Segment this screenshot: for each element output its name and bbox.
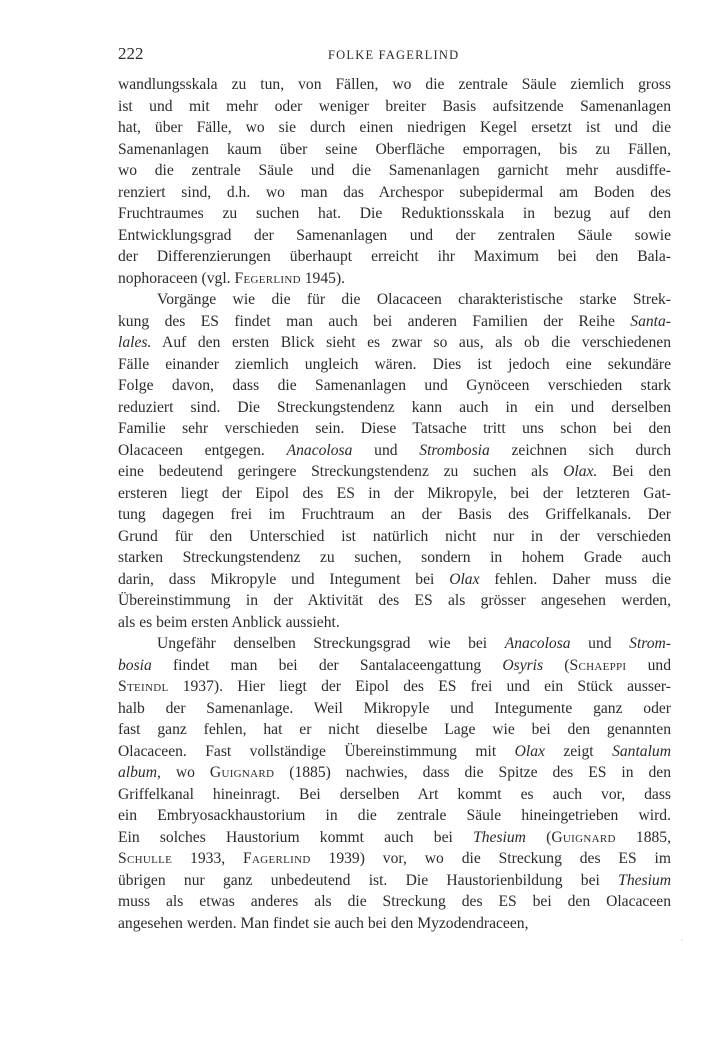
italic-text: album, bbox=[118, 764, 161, 781]
text-run: Vorgänge wie die für die Olacaceen charakteristische starke Strek- bbox=[157, 291, 671, 308]
text-run: nophoraceen (vgl. bbox=[118, 269, 235, 287]
text-line bbox=[118, 827, 671, 849]
text-run: angesehen werden. Man findet sie auch bei den Myzodendraceen, bbox=[118, 914, 529, 932]
text-line bbox=[118, 848, 671, 870]
text-run: und bbox=[570, 635, 630, 652]
page-header bbox=[118, 40, 671, 66]
text-run: ist und mit mehr oder weniger breiter Basis aufsitzende Samenanlagen bbox=[118, 97, 671, 115]
text-line bbox=[118, 698, 671, 720]
author-name: Fegerlind bbox=[234, 269, 301, 287]
text-line bbox=[118, 784, 671, 806]
text-run: 1885, bbox=[615, 828, 672, 846]
text-line bbox=[118, 74, 671, 96]
text-line bbox=[118, 569, 671, 591]
text-run: übrigen nur ganz unbedeutend ist. Die Haustorienbildung bei bbox=[118, 871, 619, 889]
italic-text: Santalum bbox=[612, 742, 671, 760]
text-line bbox=[118, 375, 671, 397]
text-run: 1933, bbox=[172, 850, 244, 867]
text-run: hat, über Fälle, wo sie durch einen niedrigen Kegel ersetzt ist und die bbox=[118, 119, 671, 136]
text-line bbox=[118, 418, 671, 440]
italic-text: Olax bbox=[514, 742, 545, 760]
text-run: als es beim ersten Anblick aussieht. bbox=[118, 613, 340, 631]
text-line bbox=[118, 483, 671, 505]
text-run: ( bbox=[543, 656, 570, 674]
text-run: Samenanlagen kaum über seine Oberfläche emporragen, bis zu Fällen, bbox=[118, 140, 671, 158]
text-run: fehlen. Daher muss die bbox=[479, 570, 671, 588]
italic-text: Strombosia bbox=[419, 441, 490, 459]
text-line bbox=[118, 913, 671, 935]
text-line bbox=[118, 719, 671, 741]
italic-text: Osyris bbox=[502, 656, 544, 674]
body-text bbox=[118, 74, 671, 934]
text-line bbox=[118, 805, 671, 827]
text-line bbox=[118, 504, 671, 526]
text-run: und bbox=[626, 656, 671, 674]
text-line bbox=[118, 397, 671, 419]
text-line bbox=[118, 762, 671, 784]
text-run: Bei den bbox=[597, 463, 672, 480]
text-run: ersteren liegt der Eipol des ES in der Mikropyle, bei der letzteren Gat- bbox=[118, 484, 671, 502]
text-run: Ein solches Haustorium kommt auch bei bbox=[118, 828, 474, 846]
italic-text: bosia bbox=[118, 656, 152, 674]
text-line bbox=[118, 246, 671, 268]
text-run: wandlungsskala zu tun, von Fällen, wo die zentrale Säule ziemlich gross bbox=[118, 76, 671, 93]
paragraph bbox=[118, 289, 671, 633]
text-run: eine bedeutend geringere Streckungstendenz zu suchen als bbox=[118, 463, 564, 480]
text-line bbox=[118, 461, 671, 483]
text-run: tung dagegen frei im Fruchtraum an der Basis des Griffelkanals. Der bbox=[118, 506, 671, 523]
text-run: ein Embryosackhaustorium in die zentrale Säule hineingetrieben wird. bbox=[118, 807, 671, 824]
italic-text: lales. bbox=[118, 334, 152, 351]
text-run: zeichnen sich durch bbox=[489, 441, 672, 459]
italic-text: Anacolosa bbox=[286, 441, 353, 459]
author-name: Guignard bbox=[551, 828, 616, 846]
italic-text: Olax bbox=[449, 570, 480, 588]
text-run: Auf den ersten Blick sieht es zwar so aus, als ob die verschiedenen bbox=[151, 334, 671, 351]
italic-text: Santa- bbox=[630, 312, 671, 330]
text-line bbox=[118, 870, 671, 892]
text-line bbox=[118, 96, 671, 118]
italic-text: Anacolosa bbox=[504, 635, 571, 652]
text-line bbox=[118, 289, 671, 311]
italic-text: Strom- bbox=[629, 635, 672, 652]
running-head: FOLKE FAGERLIND bbox=[328, 48, 460, 62]
text-run: darin, dass Mikropyle und Integument bei bbox=[118, 570, 450, 588]
paragraph bbox=[118, 633, 671, 934]
text-run: zeigt bbox=[544, 742, 613, 760]
page-number: 222 bbox=[118, 44, 144, 63]
text-run: (1885) nachwies, dass die Spitze des ES in den bbox=[274, 764, 671, 781]
author-name: Steindl bbox=[118, 678, 169, 695]
author-name: Schaeppi bbox=[569, 656, 627, 674]
text-run: Fruchtraumes zu suchen hat. Die Reduktionsskala in bezug auf den bbox=[118, 205, 671, 222]
text-line bbox=[118, 332, 671, 354]
text-run: muss als etwas anderes als die Streckung des ES bei den Olacaceen bbox=[118, 893, 671, 910]
text-run: halb der Samenanlage. Weil Mikropyle und Integumente ganz oder bbox=[118, 699, 671, 717]
text-line bbox=[118, 225, 671, 247]
text-run: und bbox=[352, 441, 420, 459]
text-run: der Differenzierungen überhaupt erreicht ihr Maximum bei den Bala- bbox=[118, 248, 671, 265]
text-line bbox=[118, 633, 671, 655]
text-run: Olacaceen. Fast vollständige Übereinstimmung mit bbox=[118, 742, 515, 760]
text-run: Entwicklungsgrad der Samenanlagen und der zentralen Säule sowie bbox=[118, 226, 671, 244]
text-run: reduziert sind. Die Streckungstendenz kann auch in ein und derselben bbox=[118, 398, 671, 416]
text-line bbox=[118, 440, 671, 462]
text-line bbox=[118, 590, 671, 612]
text-line bbox=[118, 117, 671, 139]
text-run: Folge davon, dass die Samenanlagen und Gynöceen verschieden stark bbox=[118, 377, 671, 394]
text-run: Griffelkanal hineinragt. Bei derselben Art kommt es auch vor, dass bbox=[118, 785, 671, 803]
text-line bbox=[118, 354, 671, 376]
author-name: Guignard bbox=[209, 764, 275, 781]
text-run: Übereinstimmung in der Aktivität des ES als grösser angesehen werden, bbox=[118, 592, 671, 609]
italic-text: Thesium bbox=[618, 871, 671, 889]
text-run: Ungefähr denselben Streckungsgrad wie bei bbox=[157, 635, 505, 652]
text-run: ( bbox=[525, 828, 552, 846]
italic-text: Olax. bbox=[563, 463, 598, 480]
text-line bbox=[118, 676, 671, 698]
text-line bbox=[118, 547, 671, 569]
text-line bbox=[118, 311, 671, 333]
text-line bbox=[118, 182, 671, 204]
text-line bbox=[118, 139, 671, 161]
text-run: Familie sehr verschieden sein. Diese Tatsache tritt uns schon bei den bbox=[118, 420, 671, 437]
text-line bbox=[118, 268, 671, 290]
paragraph bbox=[118, 74, 671, 289]
italic-text: Thesium bbox=[473, 828, 526, 846]
text-run: wo bbox=[160, 764, 210, 781]
text-run: 1945). bbox=[300, 269, 346, 287]
text-run: 1939) vor, wo die Streckung des ES im bbox=[310, 850, 671, 867]
text-run: Fälle einander ziemlich ungleich wären. Dies ist jedoch eine sekundäre bbox=[118, 355, 671, 373]
text-run: Grund für den Unterschied ist natürlich nicht nur in der verschieden bbox=[118, 527, 671, 545]
text-line bbox=[118, 203, 671, 225]
author-name: Schulle bbox=[118, 850, 173, 867]
text-line bbox=[118, 612, 671, 634]
text-run: starken Streckungstendenz zu suchen, sondern in hohem Grade auch bbox=[118, 549, 671, 566]
text-line bbox=[118, 891, 671, 913]
margin-mark: , bbox=[681, 934, 683, 942]
text-line bbox=[118, 526, 671, 548]
text-run: kung des ES findet man auch bei anderen Familien der Reihe bbox=[118, 312, 631, 330]
text-run: Olacaceen entgegen. bbox=[118, 441, 287, 459]
text-run: renziert sind, d.h. wo man das Archespor subepidermal am Boden des bbox=[118, 183, 671, 201]
text-run: wo die zentrale Säule und die Samenanlagen garnicht mehr ausdiffe- bbox=[118, 162, 671, 179]
text-run: findet man bei der Santalaceengattung bbox=[151, 656, 503, 674]
text-run: 1937). Hier liegt der Eipol des ES frei und ein Stück ausser- bbox=[168, 678, 671, 695]
text-line bbox=[118, 160, 671, 182]
author-name: Fagerlind bbox=[243, 850, 311, 867]
text-line bbox=[118, 741, 671, 763]
text-line bbox=[118, 655, 671, 677]
text-run: fast ganz fehlen, hat er nicht dieselbe Lage wie bei den genannten bbox=[118, 721, 671, 738]
